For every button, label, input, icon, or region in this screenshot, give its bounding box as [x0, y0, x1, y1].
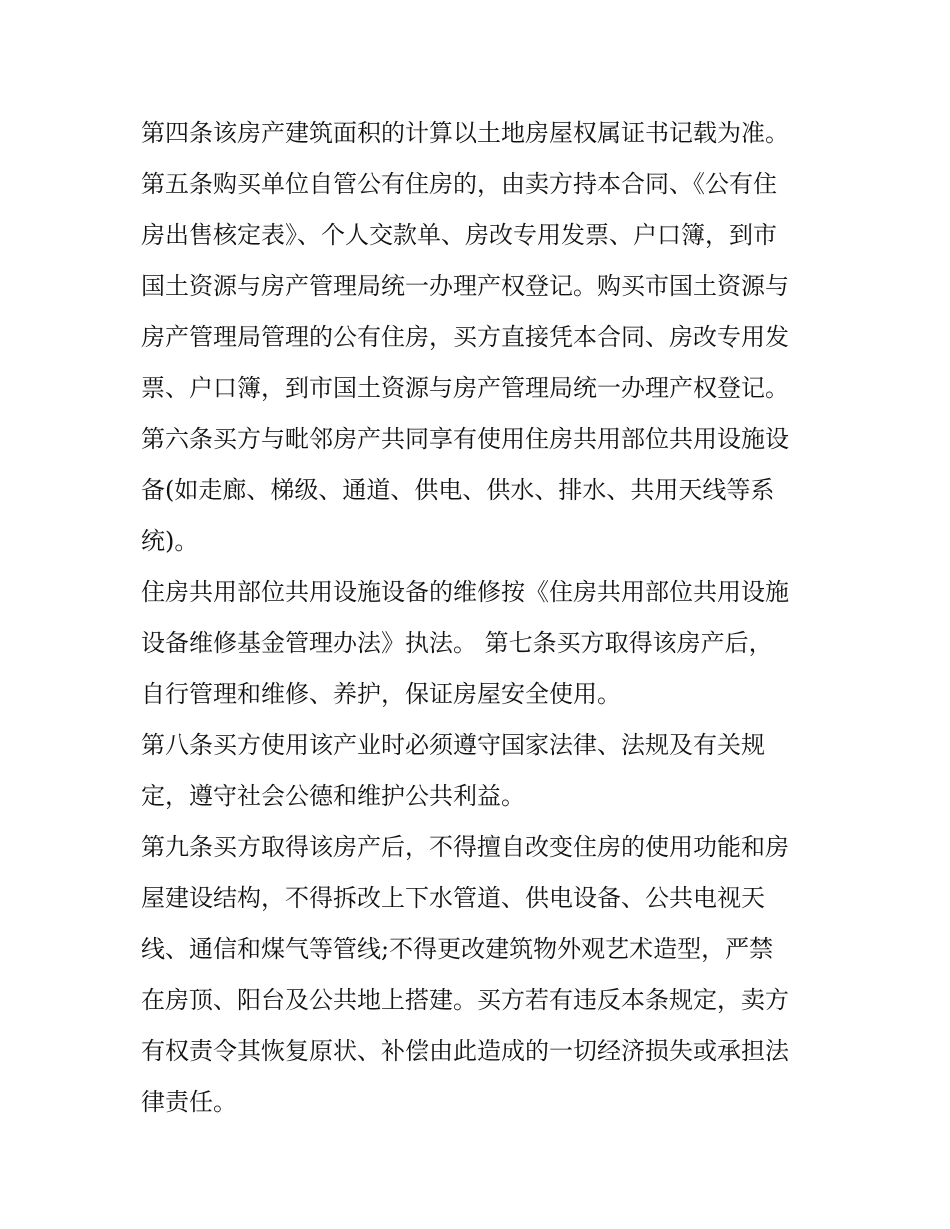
text-line: 房产管理局管理的公有住房，买方直接凭本合同、房改专用发	[141, 323, 789, 351]
text-line: 第六条买方与毗邻房产共同享有使用住房共用部位共用设施设	[141, 425, 789, 453]
text-line: 房出售核定表》、个人交款单、房改专用发票、户口簿，到市	[141, 221, 777, 249]
contract-text	[141, 108, 831, 1128]
text-line: 备(如走廊、梯级、通道、供电、供水、排水、共用天线等系	[141, 476, 775, 504]
text-line: 票、户口簿，到市国土资源与房产管理局统一办理产权登记。	[141, 374, 789, 402]
text-line: 律责任。	[141, 1088, 237, 1116]
text-line: 在房顶、阳台及公共地上搭建。买方若有违反本条规定，卖方	[141, 986, 789, 1014]
text-line: 统)。	[141, 527, 199, 555]
text-line: 自行管理和维修、养护，保证房屋安全使用。	[141, 680, 621, 708]
text-line: 国土资源与房产管理局统一办理产权登记。购买市国土资源与	[141, 272, 789, 300]
text-line: 第五条购买单位自管公有住房的，由卖方持本合同、《公有住	[141, 170, 777, 198]
text-line: 屋建设结构，不得拆改上下水管道、供电设备、公共电视天	[141, 884, 765, 912]
text-line: 第九条买方取得该房产后，不得擅自改变住房的使用功能和房	[141, 833, 789, 861]
text-line: 线、通信和煤气等管线;不得更改建筑物外观艺术造型，严禁	[141, 935, 774, 963]
text-line: 设备维修基金管理办法》执法。 第七条买方取得该房产后，	[141, 629, 773, 657]
text-line: 第四条该房产建筑面积的计算以土地房屋权属证书记载为准。	[141, 119, 789, 147]
text-line: 有权责令其恢复原状、补偿由此造成的一切经济损失或承担法	[141, 1037, 789, 1065]
text-line: 住房共用部位共用设施设备的维修按《住房共用部位共用设施	[141, 578, 789, 606]
text-line: 第八条买方使用该产业时必须遵守国家法律、法规及有关规	[141, 731, 765, 759]
text-line: 定，遵守社会公德和维护公共利益。	[141, 782, 525, 810]
